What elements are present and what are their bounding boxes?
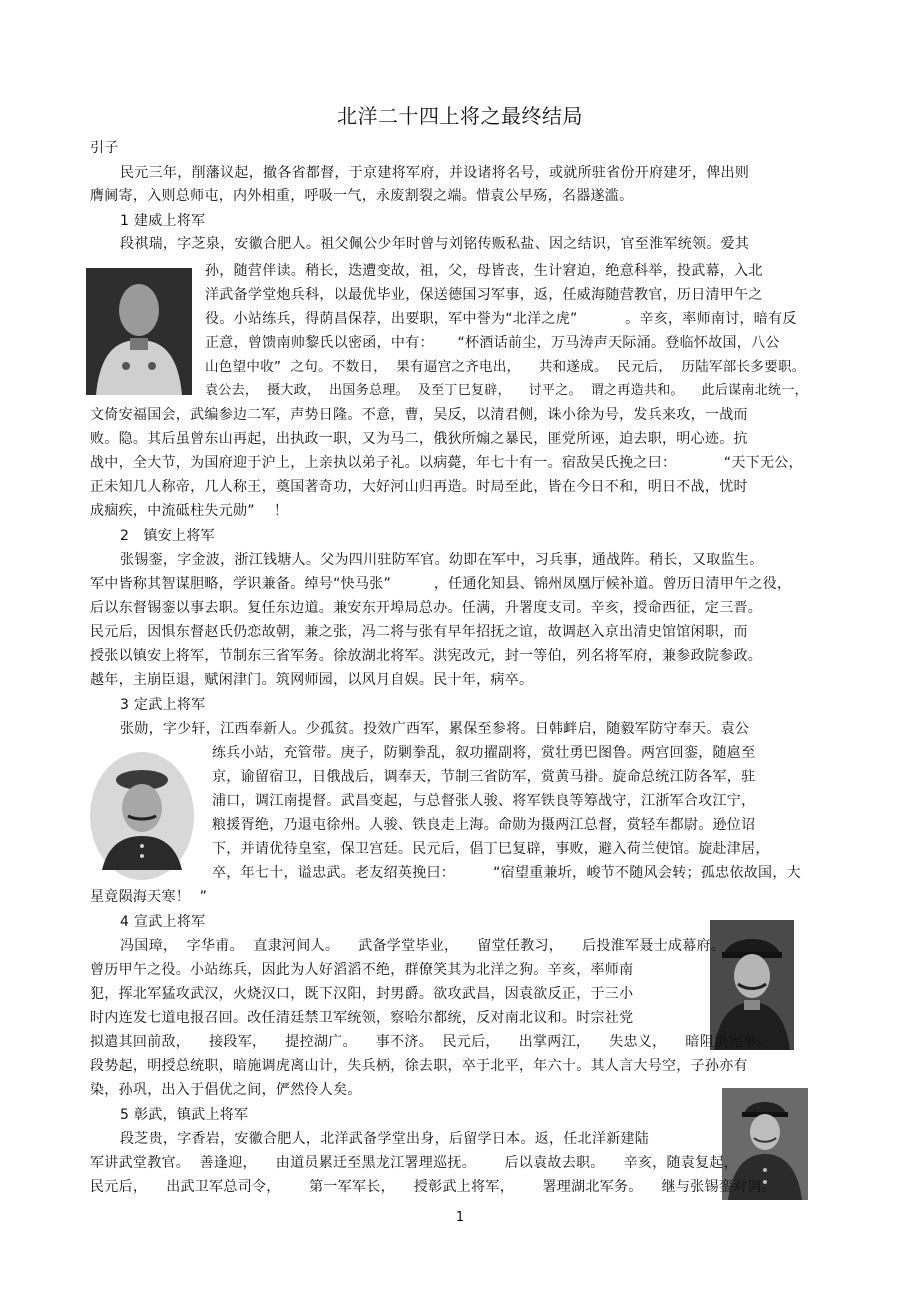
section-line: 后以东督锡銮以事去职。复任东边道。兼安东开埠局总办。任满，升署度支司。辛亥，授命西征，定三晋。 bbox=[90, 600, 763, 616]
section-line: 卒，年七十，谥忠武。老友绍英挽曰： “宿望重兼圻，峻节不随风会转；孤忠依故国，大 bbox=[212, 865, 801, 881]
section-line: 拟遣其回前敌， 接段军， 提控湖广。 事不济。 民元后， 出掌两江， 失忠义， 暗阻洪宪事。 bbox=[90, 1034, 772, 1050]
portrait-photo bbox=[88, 750, 196, 882]
section-line: 成痼疾，中流砥柱失元勋” ！ bbox=[90, 503, 289, 519]
section-line: 越年，主崩臣退，赋闲津门。筑网师园，以风月自娱。民十年，病卒。 bbox=[90, 672, 534, 688]
section-line: 正意，曾馈南帅黎氏以密函，中有： “杯酒话前尘，万马涛声天际涌。登临怀故国，八公 bbox=[205, 335, 780, 351]
section-heading: 1 建威上将军 bbox=[120, 213, 206, 229]
section-line: 练兵小站，充管带。庚子，防剿拳乱，叙功擢副将，赏壮勇巴图鲁。两宫回銮，随扈至 bbox=[212, 745, 756, 761]
section-line: 文倚安福国会，武编参边二军，声势日隆。不意，曹，吴反，以清君侧，诛小徐为号，发兵来攻，一战而 bbox=[90, 407, 748, 423]
section-line: 民元后，因惧东督赵氏仍恋故朝，兼之张，冯二将与张有早年招抚之谊，故调赵入京出清史馆馆闲职，而 bbox=[90, 624, 748, 640]
page-number: 1 bbox=[455, 1210, 465, 1225]
section-line: 浦口，调江南提督。武昌变起，与总督张人骏、将军铁良等筹战守，江浙军合攻江宁， bbox=[212, 793, 756, 809]
section-line: 授张以镇安上将军，节制东三省军务。徐放湖北将军。洪宪改元，封一等伯，列名将军府，兼参政院参政。 bbox=[90, 648, 763, 664]
section-heading: 2 镇安上将军 bbox=[120, 528, 215, 544]
section-line: 时内连发七道电报召回。改任清廷禁卫军统领，察哈尔都统，反对南北议和。时宗社党 bbox=[90, 1010, 634, 1026]
section-line: 战中，全大节，为国府迎于沪上，上亲执以弟子礼。以病薨，年七十有一。宿敌吴氏挽之曰： “天下无公， bbox=[90, 455, 803, 471]
section-line: 星竟陨海天寒！ ” bbox=[90, 889, 208, 905]
intro-heading: 引子 bbox=[90, 140, 119, 156]
section-line: 军讲武堂教官。 善逢迎， 由道员累迁至黑龙江署理巡抚。 后以袁故去职。 辛亥，随袁复起， bbox=[90, 1155, 738, 1171]
section-line: 军中皆称其智谋胆略，学识兼备。绰号“快马张” ，任通化知县、锦州凤凰厅候补道。曾历日清甲午之役， bbox=[90, 576, 792, 592]
intro-line: 民元三年，削藩议起，撤各省都督，于京建将军府，并设诸将名号，或就所驻省份开府建牙，俾出则 bbox=[120, 165, 750, 181]
section-line: 张勋，字少轩，江西奉新人。少孤贫。投效广西军，累保至参将。日韩衅启，随毅军防守奉天。袁公 bbox=[120, 721, 750, 737]
section-line: 冯国璋， 字华甫。 直隶河间人。 武备学堂毕业， 留堂任教习， 后投淮军聂士成幕府。 bbox=[120, 938, 726, 954]
section-line: 洋武备学堂炮兵科，以最优毕业，保送德国习军事，返，任威海随营教官，历日清甲午之 bbox=[205, 287, 763, 303]
section-line: 败。隐。其后虽曾东山再起，出执政一职，又为马二，俄狄所煽之暴民，匪党所诬，迫去职，明心迹。抗 bbox=[90, 431, 748, 447]
section-line: 曾历甲午之役。小站练兵，因此为人好滔滔不绝，群僚笑其为北洋之狗。辛亥，率师南 bbox=[90, 962, 634, 978]
portrait-photo bbox=[86, 268, 192, 395]
section-line: 役。小站练兵，得荫昌保荐，出要职，军中誉为“北洋之虎” 。辛亥，率师南讨，暗有反 bbox=[205, 311, 797, 327]
portrait-image bbox=[88, 750, 196, 882]
section-heading: 5 彰武，镇武上将军 bbox=[120, 1107, 249, 1123]
section-line: 民元后， 出武卫军总司令， 第一军军长， 授彰武上将军， 署理湖北军务。 继与张锡銮对调。 bbox=[90, 1179, 777, 1195]
section-line: 袁公去， 摄大政， 出国务总理。 及至丁巳复辟， 讨平之。 谓之再造共和。 此后谋南北统一， bbox=[205, 383, 808, 398]
section-line: 张锡銮，字金波，浙江钱塘人。父为四川驻防军官。幼即在军中，习兵事，通战阵。稍长，又取监生。 bbox=[120, 552, 764, 568]
section-line: 犯，挥北军猛攻武汉，火烧汉口，既下汉阳，封男爵。欲攻武昌，因袁欲反正，于三小 bbox=[90, 986, 634, 1002]
section-line: 正未知几人称帝，几人称王，奠国著奇功，大好河山归再造。时局至此，皆在今日不和，明日不战，忧时 bbox=[90, 479, 748, 495]
section-line: 京，谕留宿卫，日俄战后，调奉天，节制三省防军，赏黄马褂。旋命总统江防各军，驻 bbox=[212, 769, 756, 785]
section-line: 染，孙巩，出入于倡优之间，俨然伶人矣。 bbox=[90, 1082, 362, 1098]
section-heading: 4 宣武上将军 bbox=[120, 914, 206, 930]
section-line: 段势起，明授总统职，暗施调虎离山计，失兵柄，徐去职，卒于北平，年六十。其人言大号空，子孙亦有 bbox=[90, 1058, 748, 1074]
section-line: 下，并请优待皇室，保卫宫廷。民元后，倡丁巳复辟，事败，避入荷兰使馆。旋赴津居， bbox=[212, 841, 770, 857]
portrait-image bbox=[86, 268, 192, 395]
section-heading: 3 定武上将军 bbox=[120, 697, 206, 713]
section-line: 山色望中收” 之句。不数日， 果有逼宫之齐电出， 共和遂成。 民元后， 历陆军部长多要职。 bbox=[205, 359, 806, 375]
section-line: 孙，随营伴读。稍长，迭遭变故，祖，父，母皆丧，生计窘迫，绝意科举，投武幕，入北 bbox=[205, 263, 763, 279]
section-line: 粮援胥绝，乃退屯徐州。人骏、铁良走上海。命勋为摄两江总督，赏轻车都尉。逊位诏 bbox=[212, 817, 756, 833]
section-line: 段芝贵，字香岩，安徽合肥人，北洋武备学堂出身，后留学日本。返，任北洋新建陆 bbox=[120, 1131, 650, 1147]
section-line: 段祺瑞，字芝泉，安徽合肥人。祖父佩公少年时曾与刘铭传贩私盐、因之结识，官至淮军统领。爱其 bbox=[120, 236, 750, 252]
intro-line: 膺阃寄，入则总师屯，内外相重，呼吸一气，永废割裂之端。惜袁公早殇，名器遂滥。 bbox=[90, 188, 634, 204]
document-title: 北洋二十四上将之最终结局 bbox=[337, 104, 583, 128]
